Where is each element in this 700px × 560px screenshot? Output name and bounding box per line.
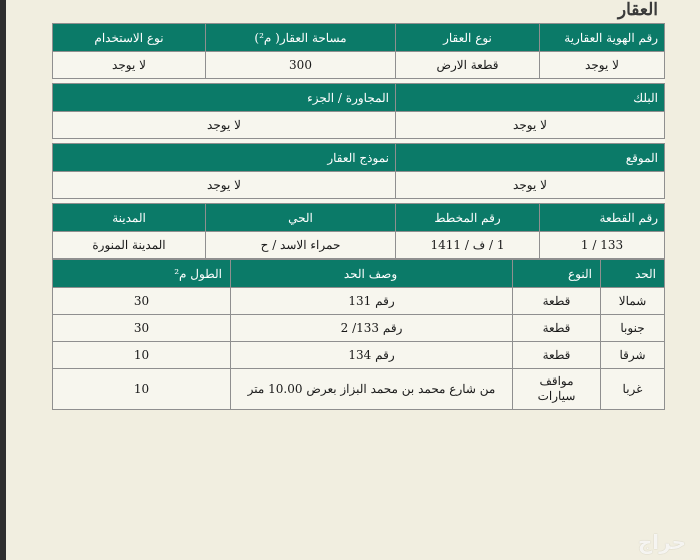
cell-type: قطعة [513, 288, 601, 315]
plot-header-row [53, 204, 665, 232]
cell-length: 10 [53, 369, 231, 410]
cell-side: شرقا [601, 342, 665, 369]
cell-type: قطعة [513, 315, 601, 342]
plot-value-row [53, 232, 665, 259]
value-plan-number: 1 / ف / 1411 [396, 232, 540, 259]
property-table [52, 23, 665, 259]
cell-description: من شارع محمد بن محمد البزاز بعرض 10.00 متر [231, 369, 513, 410]
cell-description: رقم 133/ 2 [231, 315, 513, 342]
value-property-type: قطعة الارض [396, 52, 540, 79]
header-type: النوع [513, 260, 601, 288]
value-location: لا يوجد [396, 172, 665, 199]
boundary-row-north [53, 288, 665, 315]
header-usage-type: نوع الاستخدام [53, 24, 206, 52]
cell-description: رقم 131 [231, 288, 513, 315]
block-value-row [53, 112, 665, 139]
header-block: البلك [396, 84, 665, 112]
value-usage-type: لا يوجد [53, 52, 206, 79]
value-district: حمراء الاسد / ح [206, 232, 396, 259]
header-district: الحي [206, 204, 396, 232]
header-property-id: رقم الهوية العقارية [540, 24, 665, 52]
property-value-row [53, 52, 665, 79]
location-header-row [53, 144, 665, 172]
header-description: وصف الحد [231, 260, 513, 288]
cell-side: غربا [601, 369, 665, 410]
header-plot-number: رقم القطعة [540, 204, 665, 232]
cell-length: 30 [53, 288, 231, 315]
header-model: نموذج العقار [53, 144, 396, 172]
value-plot-number: 133 / 1 [540, 232, 665, 259]
value-city: المدينة المنورة [53, 232, 206, 259]
boundary-row-west [53, 369, 665, 410]
header-location: الموقع [396, 144, 665, 172]
value-block: لا يوجد [396, 112, 665, 139]
location-value-row [53, 172, 665, 199]
header-length: الطول م² [53, 260, 231, 288]
boundaries-table [52, 259, 665, 410]
cell-type: مواقف سيارات [513, 369, 601, 410]
watermark-logo: حراج [637, 530, 686, 554]
value-area: 300 [206, 52, 396, 79]
header-city: المدينة [53, 204, 206, 232]
value-property-id: لا يوجد [540, 52, 665, 79]
header-area: مساحة العقار( م²) [206, 24, 396, 52]
property-header-row [53, 24, 665, 52]
value-model: لا يوجد [53, 172, 396, 199]
block-header-row [53, 84, 665, 112]
cell-length: 30 [53, 315, 231, 342]
boundaries-header-row [53, 260, 665, 288]
header-property-type: نوع العقار [396, 24, 540, 52]
boundary-row-south [53, 315, 665, 342]
boundary-row-east [53, 342, 665, 369]
left-edge [0, 0, 6, 560]
cell-description: رقم 134 [231, 342, 513, 369]
header-plan-number: رقم المخطط [396, 204, 540, 232]
header-neighbor: المجاورة / الجزء [53, 84, 396, 112]
cell-side: جنوبا [601, 315, 665, 342]
value-neighbor: لا يوجد [53, 112, 396, 139]
header-side: الحد [601, 260, 665, 288]
section-title: العقار [617, 0, 658, 20]
cell-side: شمالا [601, 288, 665, 315]
cell-type: قطعة [513, 342, 601, 369]
cell-length: 10 [53, 342, 231, 369]
